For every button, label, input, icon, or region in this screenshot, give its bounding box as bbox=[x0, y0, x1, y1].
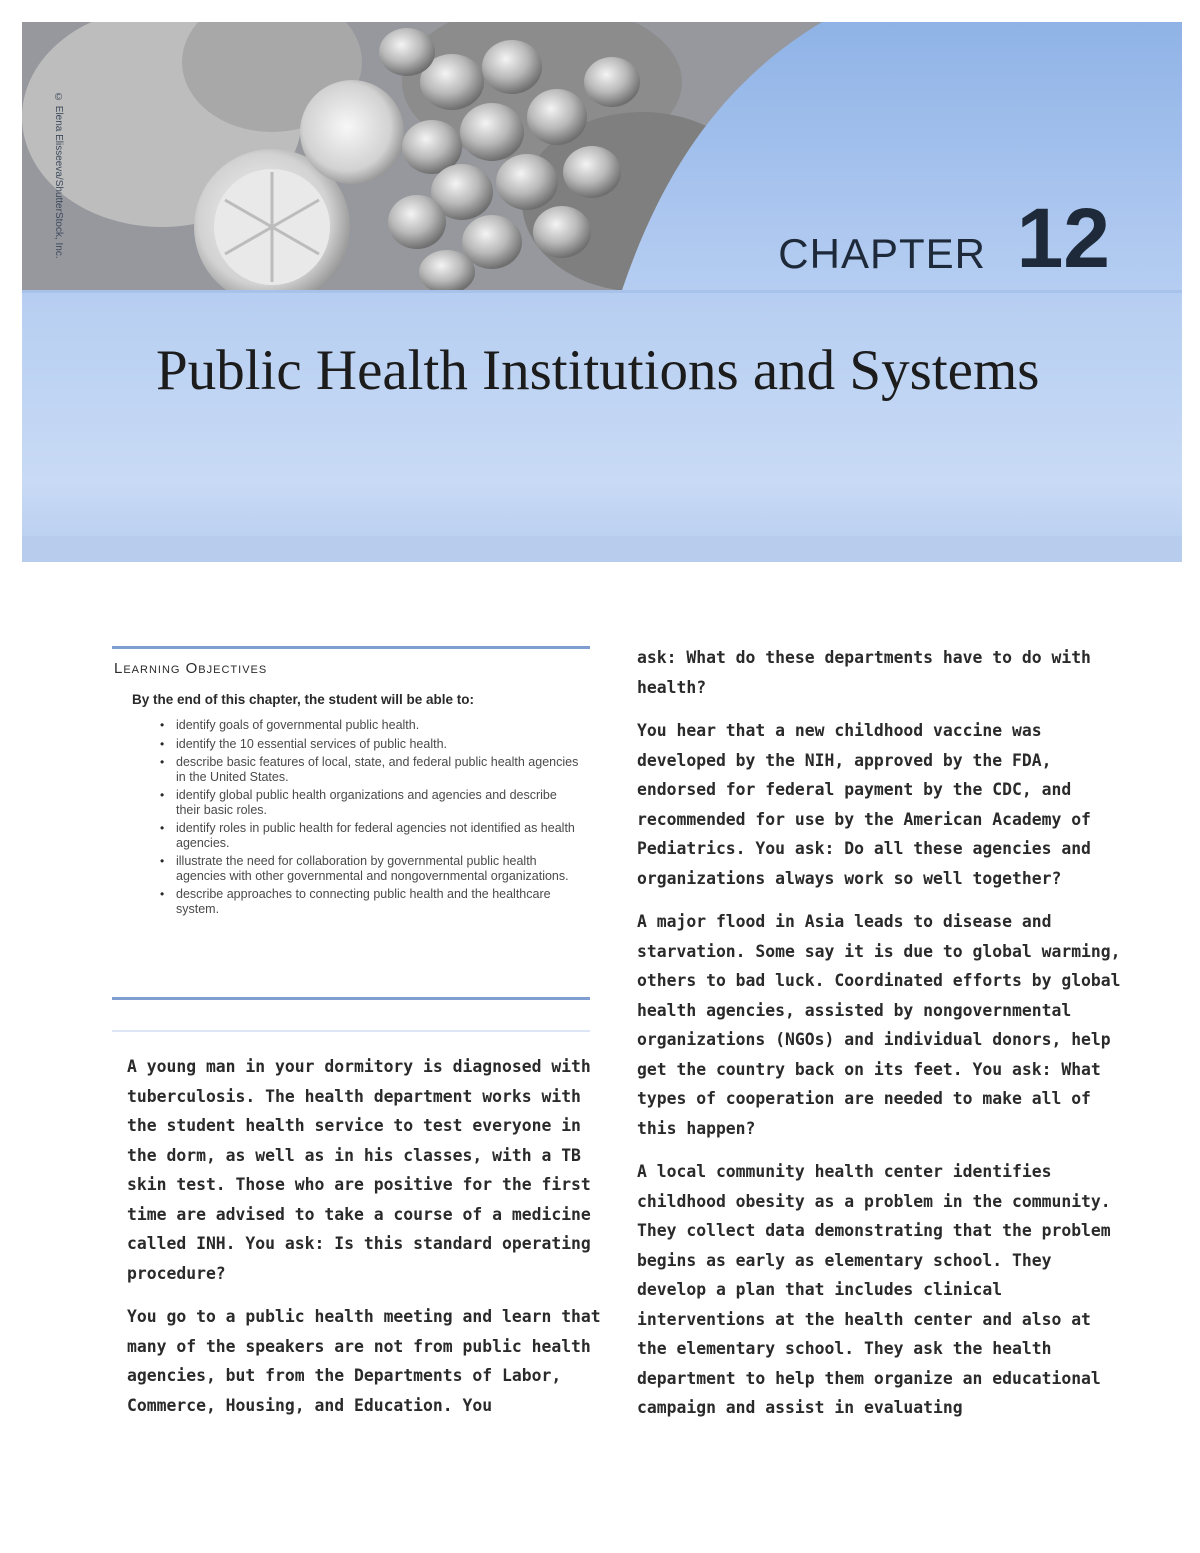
bullet-icon: • bbox=[160, 887, 165, 901]
body-paragraph: You go to a public health meeting and learn that many of the speakers are not from public health agencies, but from the Departments of Labor, Commerce, Housing, and Education. You bbox=[127, 1307, 601, 1415]
learning-objectives-box bbox=[112, 646, 590, 1002]
chapter-number: 12 bbox=[1016, 191, 1110, 285]
objective-text: identify the 10 essential services of public health. bbox=[176, 736, 447, 751]
learning-objectives-intro: By the end of this chapter, the student will be able to: bbox=[132, 692, 475, 707]
bullet-icon: • bbox=[160, 788, 165, 802]
list-item bbox=[154, 737, 584, 752]
learning-objectives-list bbox=[154, 718, 584, 920]
objective-text: identify global public health organizations and agencies and describe their basic roles. bbox=[176, 788, 557, 817]
divider bbox=[112, 1030, 590, 1032]
objective-text: identify goals of governmental public health. bbox=[176, 718, 420, 732]
body-paragraph: A young man in your dormitory is diagnosed with tuberculosis. The health department works with the student health service to test everyone in the dorm, as well as in his classes, with a TB skin test. Those who are positive for the first time are advised to take a course of a medicine called INH. You ask: Is this standard operating procedure? bbox=[127, 1057, 591, 1283]
objective-text: describe basic features of local, state, and federal public health agencies in the United States. bbox=[176, 755, 579, 784]
left-column-text bbox=[127, 1052, 617, 1434]
chapter-banner bbox=[22, 22, 1182, 562]
list-item bbox=[154, 821, 584, 850]
objective-text: illustrate the need for collaboration by governmental public health agencies with other governmental and nongovernmental organizations. bbox=[176, 854, 569, 883]
body-paragraph: A major flood in Asia leads to disease and starvation. Some say it is due to global warming, others to bad luck. Coordinated efforts by global health agencies, assisted by nongovernmental organizations (NGOs) and individual donors, help get the country back on its feet. You ask: What types of cooperation are needed to make all of this happen? bbox=[637, 912, 1121, 1138]
learning-objectives-heading: Learning Objectives bbox=[114, 660, 268, 677]
list-item bbox=[154, 854, 584, 883]
chapter-label: CHAPTER bbox=[778, 230, 986, 277]
objective-text: identify roles in public health for federal agencies not identified as health agencies. bbox=[176, 821, 575, 850]
bullet-icon: • bbox=[160, 736, 165, 751]
list-item bbox=[154, 755, 584, 784]
banner-bottom-strip bbox=[22, 536, 1182, 562]
list-item bbox=[154, 718, 584, 733]
body-paragraph: A local community health center identifies childhood obesity as a problem in the community. They collect data demonstrating that the problem begins as early as elementary school. They develop a plan that includes clinical interventions at the health center and also at the elementary school. They ask the health department to help them organize an educational campaign and assist in evaluating bbox=[637, 1162, 1111, 1417]
objective-text: describe approaches to connecting public health and the healthcare system. bbox=[176, 887, 551, 916]
bullet-icon: • bbox=[160, 821, 165, 835]
list-item bbox=[154, 788, 584, 817]
body-paragraph: You hear that a new childhood vaccine was developed by the NIH, approved by the FDA, endorsed for federal payment by the CDC, and recommended for use by the American Academy of Pediatrics. You ask: Do all these agencies and organizations always work so well together? bbox=[637, 721, 1091, 888]
right-column-text bbox=[637, 643, 1127, 1437]
divider bbox=[112, 646, 590, 649]
bullet-icon: • bbox=[160, 854, 165, 868]
bullet-icon: • bbox=[160, 718, 165, 732]
chapter-title: Public Health Institutions and Systems bbox=[156, 339, 1040, 402]
photo-credit: © Elena Elisseeva/ShutterStock, Inc. bbox=[53, 92, 64, 259]
list-item bbox=[154, 887, 584, 916]
fruit-photo bbox=[22, 22, 1182, 562]
bullet-icon: • bbox=[160, 755, 165, 769]
body-paragraph: ask: What do these departments have to do with health? bbox=[637, 648, 1091, 697]
divider bbox=[112, 997, 590, 1000]
